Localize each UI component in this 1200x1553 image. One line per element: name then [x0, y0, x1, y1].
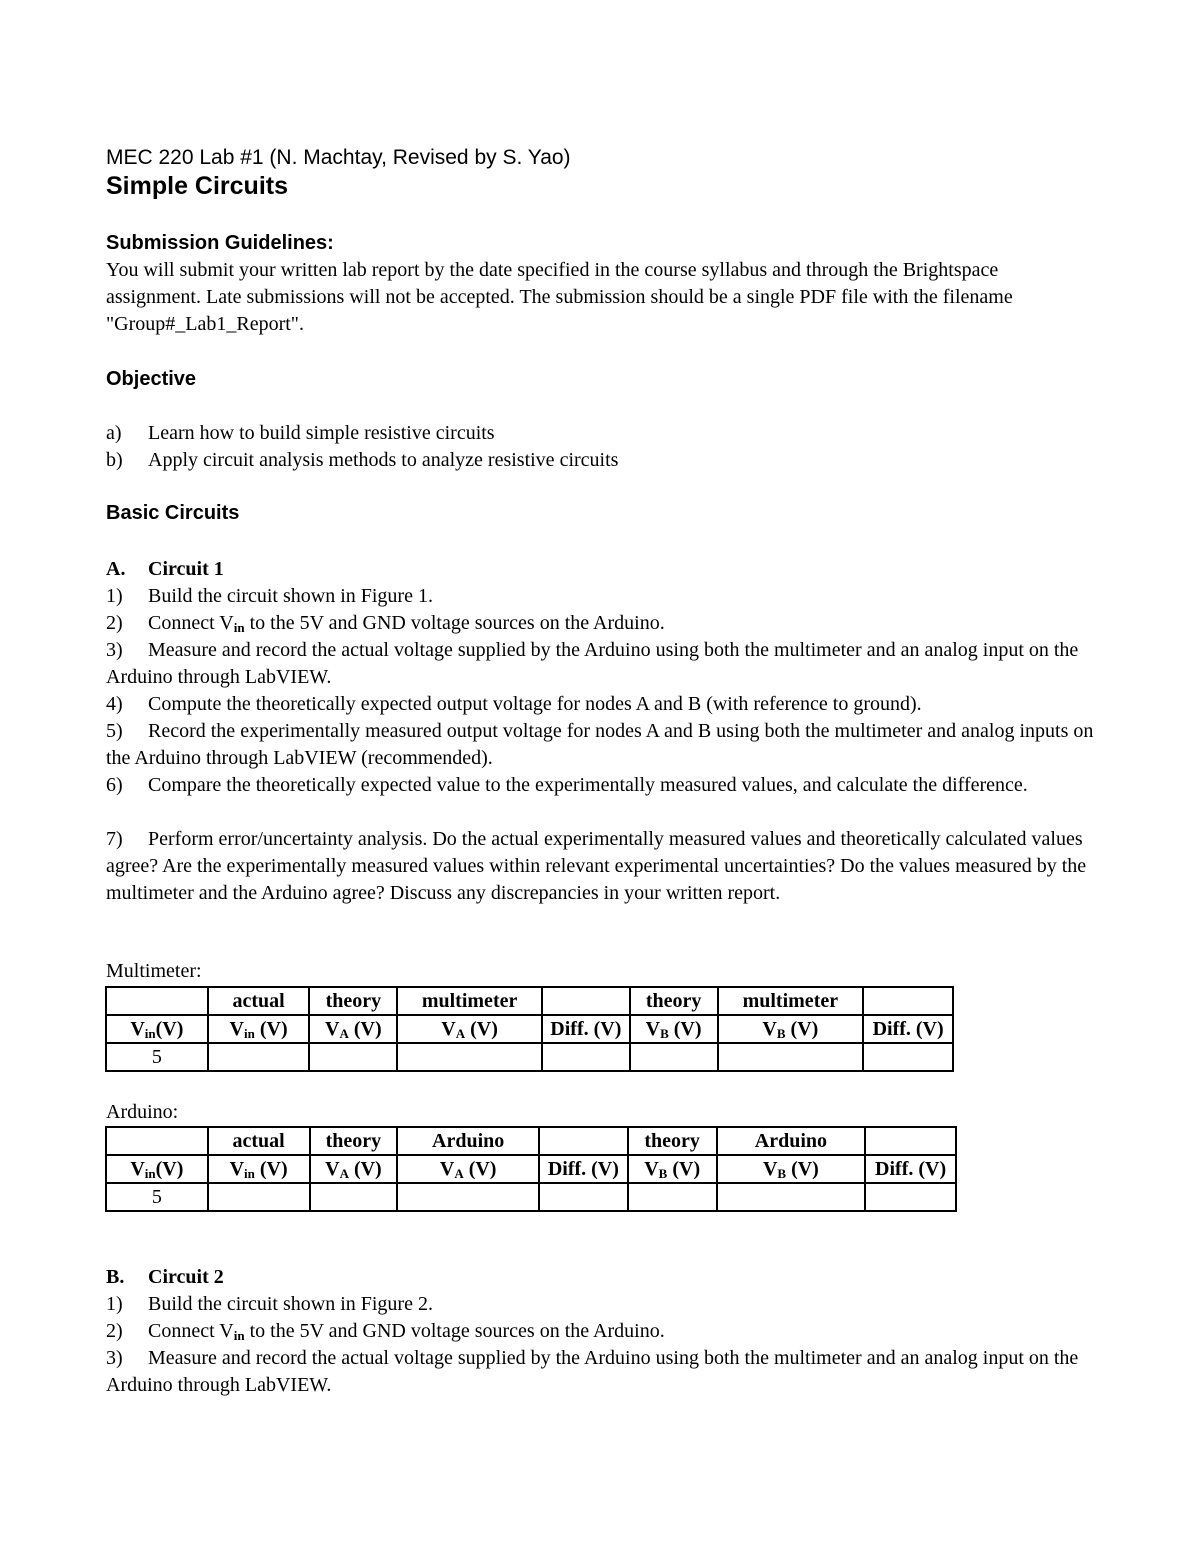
cell-text: V	[325, 1017, 340, 1040]
table-cell: multimeter	[718, 987, 864, 1015]
cell-text: (V)	[155, 1017, 184, 1040]
step-text: to the 5V and GND voltage sources on the Arduino.	[244, 1320, 665, 1342]
table-row	[106, 1043, 953, 1071]
cell-text: (V)	[668, 1017, 702, 1040]
cell-text: V	[229, 1017, 244, 1040]
table-header-row	[106, 987, 953, 1015]
subscript: B	[777, 1165, 787, 1181]
table-cell	[865, 1127, 956, 1155]
subscript: B	[776, 1025, 786, 1041]
objective-item	[106, 447, 1096, 474]
cell-text: (V)	[786, 1157, 819, 1180]
step-text: Build the circuit shown in Figure 1.	[148, 585, 433, 607]
page-title: Simple Circuits	[106, 172, 288, 200]
subscript: in	[233, 620, 245, 635]
step-item	[106, 826, 1096, 907]
multimeter-table-label: Multimeter:	[106, 960, 202, 982]
submission-heading: Submission Guidelines:	[106, 232, 334, 254]
table-cell	[397, 1015, 542, 1043]
step-item	[106, 1291, 1096, 1318]
subscript: B	[660, 1025, 669, 1041]
step-item	[106, 1318, 1096, 1345]
step-number: 1)	[106, 1293, 123, 1315]
table-cell	[628, 1155, 717, 1183]
subscript: A	[339, 1025, 349, 1041]
cell-text: V	[229, 1157, 245, 1180]
section-marker: B.	[106, 1266, 125, 1288]
cell-text: (V)	[254, 1157, 288, 1180]
cell-text: Diff. (V)	[872, 1017, 944, 1040]
subscript: in	[144, 1165, 156, 1181]
cell-text: V	[439, 1157, 455, 1180]
step-text: Compare the theoretically expected value to the experimentally measured values, and calculate the difference.	[148, 774, 1028, 796]
step-number: 7)	[106, 828, 123, 850]
table-cell: theory	[630, 987, 718, 1015]
subscript: B	[658, 1165, 668, 1181]
table-cell: theory	[628, 1127, 717, 1155]
cell-text: Diff. (V)	[547, 1157, 619, 1180]
step-number: 5)	[106, 720, 123, 742]
step-number: 6)	[106, 774, 123, 796]
step-number: 2)	[106, 1320, 123, 1342]
step-number: 1)	[106, 585, 123, 607]
step-text: Record the experimentally measured output voltage for nodes A and B using both the multimeter and analog inputs on the Arduino through LabVIEW (recommended).	[106, 720, 1094, 769]
cell-text: V	[762, 1017, 777, 1040]
table-cell[interactable]: 5	[106, 1183, 208, 1211]
cell-text: V	[645, 1017, 661, 1040]
cell-text: (V)	[463, 1157, 497, 1180]
table-cell	[208, 1015, 310, 1043]
table-cell	[310, 1155, 398, 1183]
step-item	[106, 583, 1096, 610]
table-cell[interactable]	[630, 1043, 718, 1071]
table-cell	[106, 987, 208, 1015]
step-item	[106, 772, 1096, 799]
step-number: 4)	[106, 693, 123, 715]
objective-item	[106, 420, 1096, 447]
table-cell	[106, 1015, 208, 1043]
step-text: to the 5V and GND voltage sources on the Arduino.	[244, 612, 665, 634]
circuit2-heading	[106, 1264, 1096, 1291]
section-marker: A.	[106, 558, 126, 580]
item-text: Apply circuit analysis methods to analyze resistive circuits	[148, 449, 619, 471]
table-cell[interactable]: 5	[106, 1043, 208, 1071]
step-text: Build the circuit shown in Figure 2.	[148, 1293, 433, 1315]
table-cell	[718, 1015, 864, 1043]
table-header-row	[106, 1127, 956, 1155]
table-cell[interactable]	[397, 1183, 539, 1211]
cell-text: V	[644, 1157, 659, 1180]
step-item	[106, 637, 1096, 691]
step-number: 2)	[106, 612, 123, 634]
table-cell	[539, 1155, 628, 1183]
table-cell	[539, 1127, 628, 1155]
subscript: in	[233, 1328, 245, 1343]
table-cell[interactable]	[539, 1183, 628, 1211]
step-item	[106, 1345, 1096, 1399]
arduino-table-label: Arduino:	[106, 1101, 179, 1123]
table-cell[interactable]	[542, 1043, 630, 1071]
cell-text: (V)	[254, 1017, 288, 1040]
section-label: Circuit 2	[148, 1266, 224, 1288]
subscript: in	[144, 1025, 156, 1041]
table-cell: theory	[309, 987, 397, 1015]
cell-text: (V)	[348, 1157, 382, 1180]
table-cell: theory	[310, 1127, 398, 1155]
table-cell	[208, 1155, 310, 1183]
table-cell[interactable]	[208, 1043, 310, 1071]
table-cell	[542, 1015, 630, 1043]
cell-text: V	[325, 1157, 340, 1180]
table-cell	[717, 1155, 866, 1183]
submission-text: You will submit your written lab report by the date specified in the course syllabus and through the Brightspace assignment. Late submissions will not be accepted. The submission should be a single PDF file with the filename "Group#_Lab1_Report".	[106, 259, 1013, 335]
table-cell	[542, 987, 630, 1015]
table-cell: actual	[208, 1127, 310, 1155]
table-cell[interactable]	[309, 1043, 397, 1071]
table-cell[interactable]	[718, 1043, 864, 1071]
table-cell[interactable]	[310, 1183, 398, 1211]
cell-text: (V)	[348, 1017, 382, 1040]
cell-text: Diff. (V)	[875, 1157, 947, 1180]
table-cell: Arduino	[717, 1127, 866, 1155]
step-item	[106, 718, 1096, 772]
arduino-table	[105, 1126, 957, 1212]
section-label: Circuit 1	[148, 558, 224, 580]
multimeter-table	[105, 986, 954, 1072]
cell-text: V	[130, 1157, 145, 1180]
step-number: 3)	[106, 639, 123, 661]
subscript: in	[244, 1165, 255, 1181]
cell-text: V	[441, 1017, 456, 1040]
cell-text: (V)	[465, 1017, 498, 1040]
step-text: Measure and record the actual voltage supplied by the Arduino using both the multimeter and an analog input on the Arduino through LabVIEW.	[106, 639, 1079, 688]
table-cell: Arduino	[397, 1127, 539, 1155]
table-cell	[865, 1155, 956, 1183]
table-cell[interactable]	[208, 1183, 310, 1211]
step-item	[106, 610, 1096, 637]
table-header-row	[106, 1015, 953, 1043]
cell-text: V	[762, 1157, 778, 1180]
table-cell[interactable]	[628, 1183, 717, 1211]
subscript: A	[339, 1165, 349, 1181]
step-text: Connect V	[148, 1320, 234, 1342]
step-text: Measure and record the actual voltage supplied by the Arduino using both the multimeter and an analog input on the Arduino through LabVIEW.	[106, 1347, 1079, 1396]
table-cell[interactable]	[717, 1183, 866, 1211]
step-text: Connect V	[148, 612, 234, 634]
subscript: A	[455, 1025, 466, 1041]
step-number: 3)	[106, 1347, 123, 1369]
table-cell[interactable]	[863, 1043, 953, 1071]
item-marker: b)	[106, 449, 123, 471]
table-row	[106, 1183, 956, 1211]
table-cell[interactable]	[397, 1043, 542, 1071]
table-cell	[630, 1015, 718, 1043]
table-cell: actual	[208, 987, 310, 1015]
step-item	[106, 691, 1096, 718]
table-cell	[397, 1155, 539, 1183]
table-header-row	[106, 1155, 956, 1183]
circuit1-heading	[106, 556, 1096, 583]
cell-text: V	[130, 1017, 145, 1040]
objective-heading: Objective	[106, 368, 197, 390]
table-cell	[106, 1155, 208, 1183]
table-cell: multimeter	[397, 987, 542, 1015]
basic-circuits-heading: Basic Circuits	[106, 502, 240, 524]
cell-text: (V)	[155, 1157, 184, 1180]
table-cell	[106, 1127, 208, 1155]
table-cell	[309, 1015, 397, 1043]
cell-text: Diff. (V)	[550, 1017, 622, 1040]
course-line: MEC 220 Lab #1 (N. Machtay, Revised by S. Yao)	[106, 146, 571, 169]
item-marker: a)	[106, 422, 122, 444]
item-text: Learn how to build simple resistive circuits	[148, 422, 495, 444]
step-text: Perform error/uncertainty analysis. Do the actual experimentally measured values and theoretically calculated values agree? Are the experimentally measured values within relevant experimental uncertainties? Do the values measured by the multimeter and the Arduino agree? Discuss any discrepancies in your written report.	[106, 828, 1087, 904]
cell-text: (V)	[785, 1017, 819, 1040]
table-cell	[863, 987, 953, 1015]
subscript: A	[454, 1165, 464, 1181]
subscript: in	[244, 1025, 255, 1041]
table-cell[interactable]	[865, 1183, 956, 1211]
cell-text: (V)	[667, 1157, 701, 1180]
step-text: Compute the theoretically expected output voltage for nodes A and B (with reference to ground).	[148, 693, 922, 715]
table-cell	[863, 1015, 953, 1043]
